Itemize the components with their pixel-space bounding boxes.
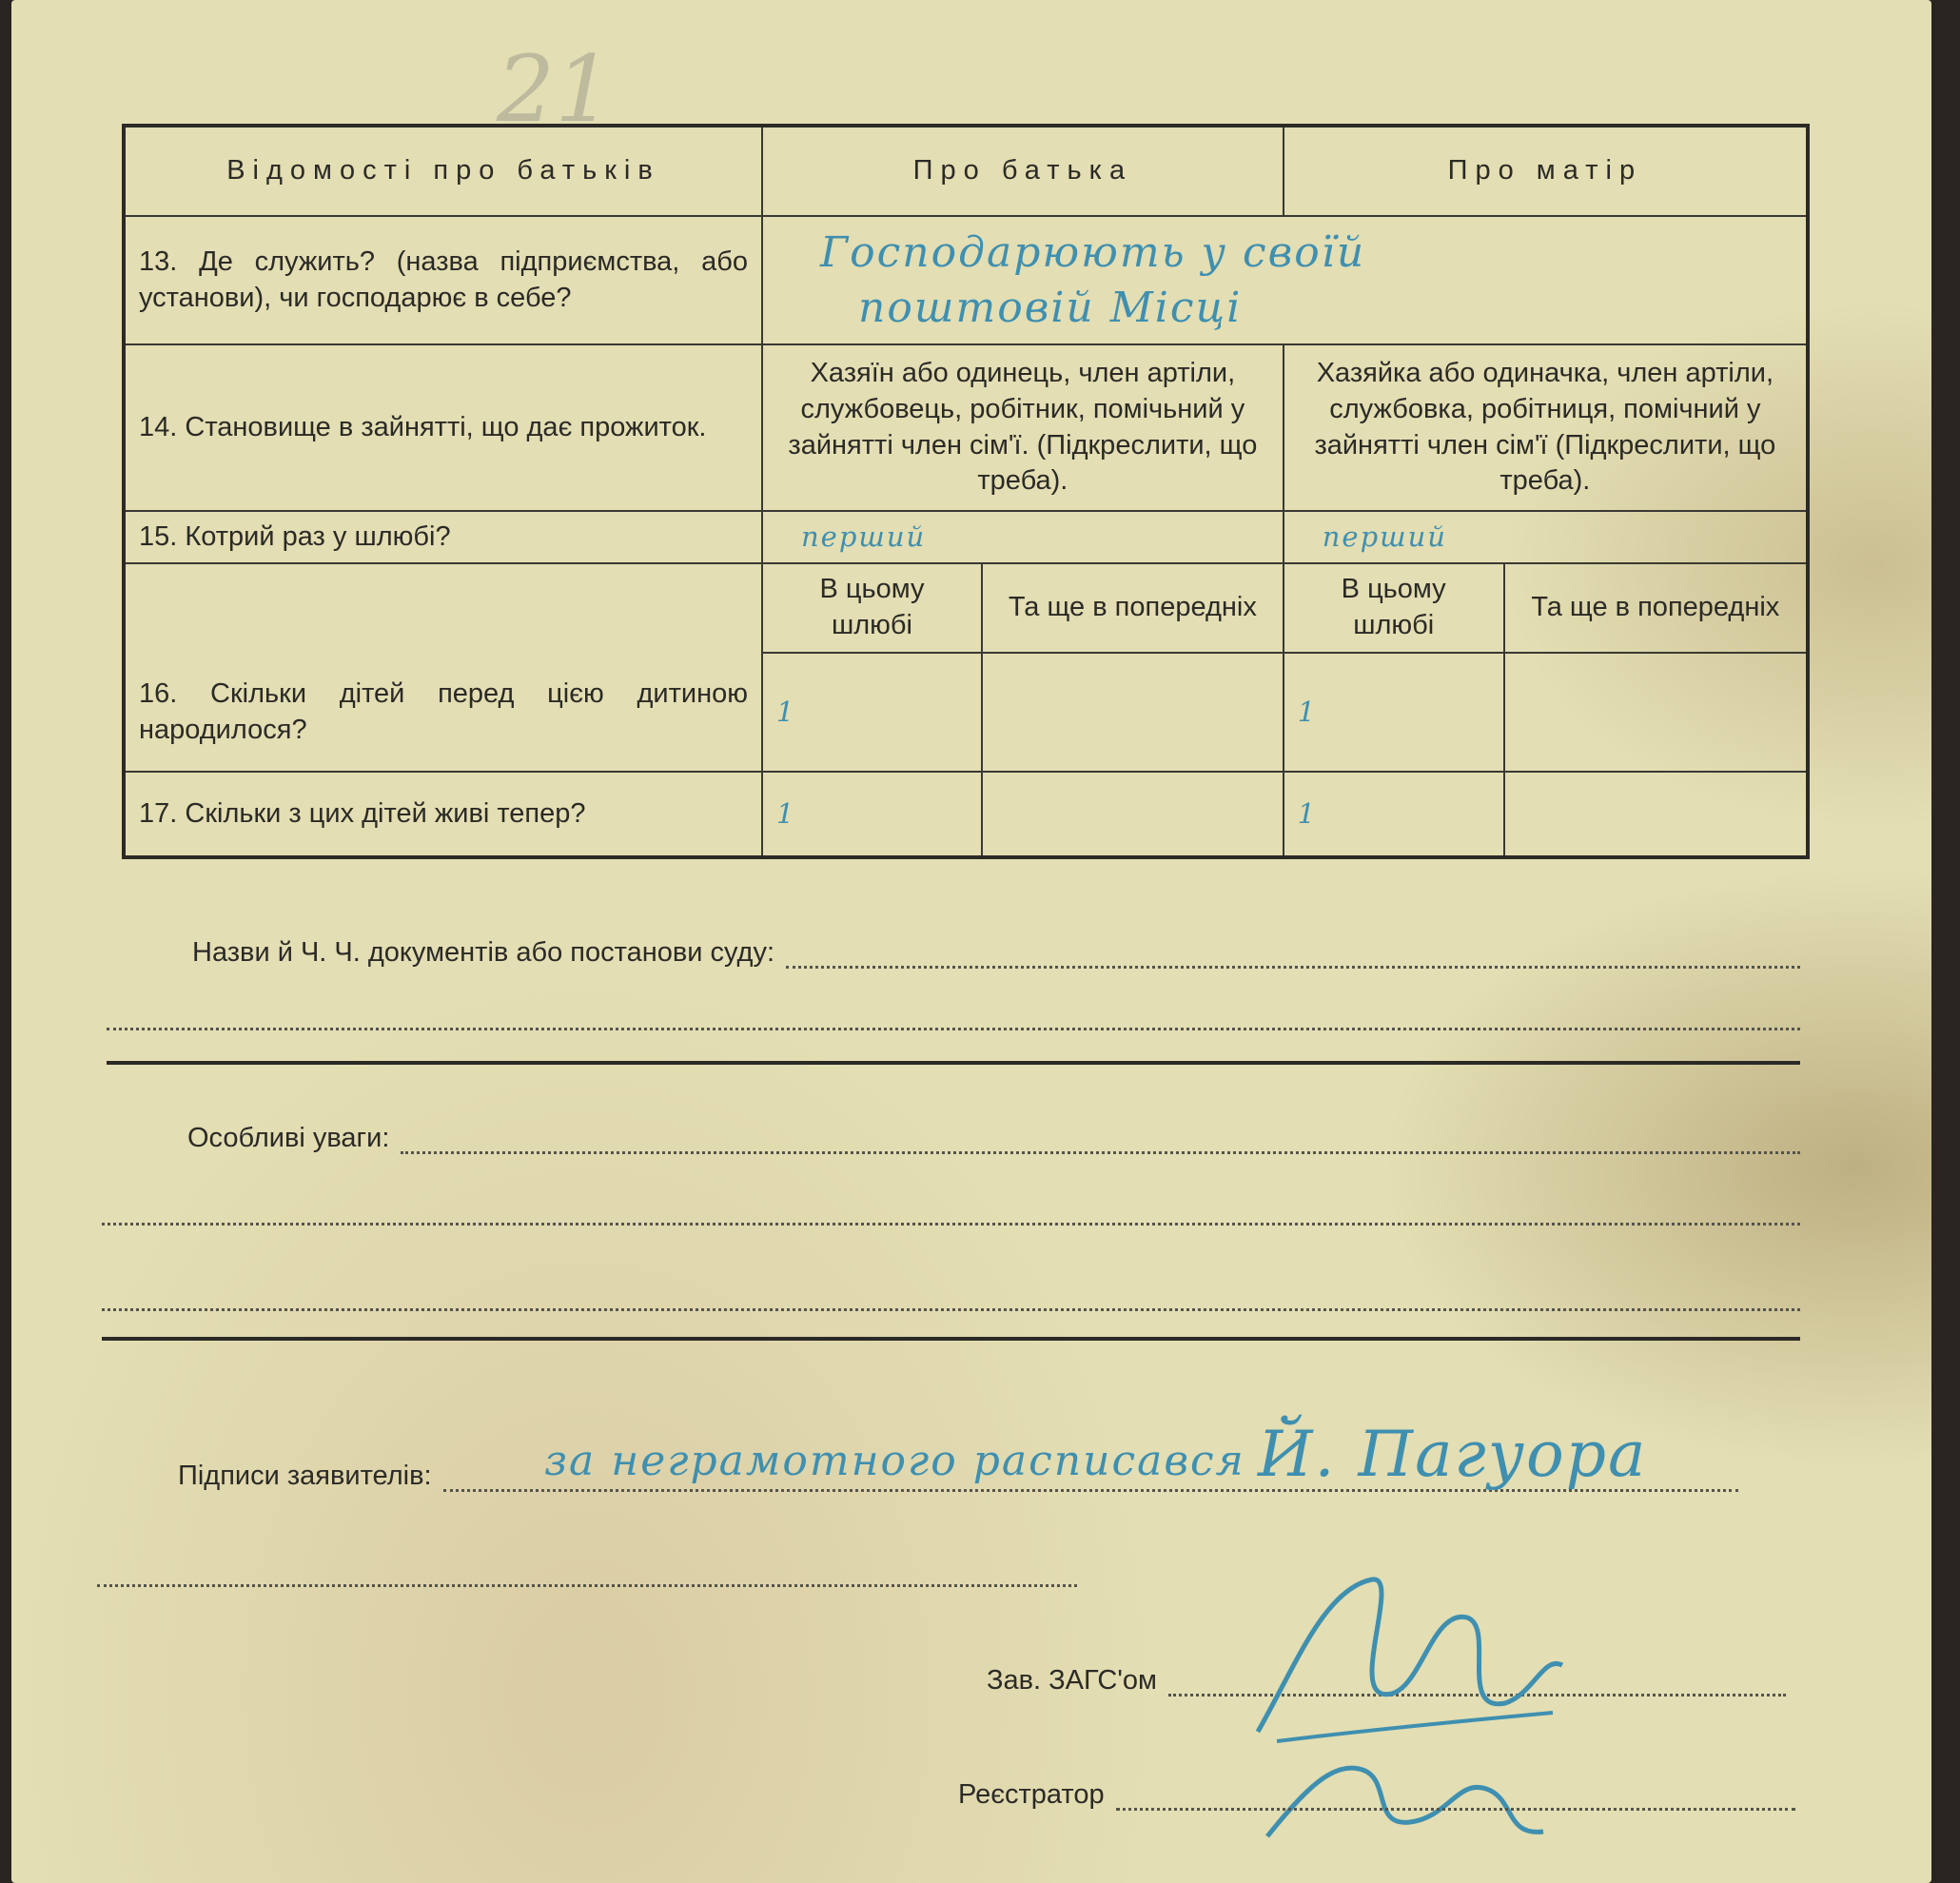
notes-dotted-line <box>401 1123 1800 1154</box>
mother-value-15: перший <box>1284 511 1808 563</box>
signature-name: Й. Пагуора <box>1258 1418 1648 1491</box>
row-14 <box>124 344 1808 511</box>
documents-row <box>192 937 1800 969</box>
document-sheet <box>11 0 1931 1883</box>
row-16-subheader <box>124 563 1808 653</box>
header-about-father: Про батька <box>762 126 1284 216</box>
question-17: 17. Скільки з цих дітей живі тепер? <box>124 772 762 857</box>
signatures-dotted-line-2 <box>97 1584 1077 1587</box>
registrar-label: Реєстратор <box>958 1779 1105 1810</box>
documents-dotted-line <box>786 937 1800 969</box>
registrar-row <box>958 1779 1795 1811</box>
row-13 <box>124 216 1808 344</box>
father-this-17: 1 <box>762 772 982 857</box>
mother-this-16: 1 <box>1284 653 1504 772</box>
answer-13-line2: поштовій Місцi <box>858 283 1243 332</box>
table-header-row <box>124 126 1808 216</box>
father-previous-header: Та ще в попередніх <box>982 563 1284 653</box>
head-signature-scribble <box>1239 1551 1581 1865</box>
father-options-14: Хазяїн або одинець, член артіли, службовець, робітник, помічьний у зайнятті член сім'ї. (Підкреслити, що треба). <box>762 344 1284 511</box>
question-16: 16. Скільки дітей перед цією дитиною народилося? <box>124 563 762 772</box>
question-15: 15. Котрий раз у шлюбі? <box>124 511 762 563</box>
page-number: 21 <box>497 36 614 143</box>
father-prev-17 <box>982 772 1284 857</box>
notes-label: Особливі уваги: <box>187 1123 390 1153</box>
mother-prev-17 <box>1504 772 1808 857</box>
notes-separator <box>102 1337 1800 1341</box>
question-13: 13. Де служить? (назва підприємства, або установи), чи господарює в себе? <box>124 216 762 344</box>
notes-dotted-line-3 <box>102 1308 1800 1311</box>
signatures-handwritten: за неграмотного расписався <box>544 1437 1245 1485</box>
parents-info-table <box>122 124 1810 859</box>
header-parents-info: Відомості про батьків <box>124 126 762 216</box>
mother-previous-header: Та ще в попередніх <box>1504 563 1808 653</box>
signatures-label: Підписи заявителів: <box>178 1461 432 1491</box>
header-about-mother: Про матір <box>1284 126 1808 216</box>
documents-separator <box>107 1061 1800 1065</box>
registrar-dotted-line <box>1116 1779 1795 1811</box>
mother-options-14: Хазяйка або одиначка, член артіли, службовка, робітниця, помічний у зайнятті член сім'ї (Підкреслити, що треба). <box>1284 344 1808 511</box>
notes-row <box>187 1123 1800 1154</box>
father-this-marriage-header: В цьому шлюбі <box>762 563 982 653</box>
answer-13-line1: Господарюють у своїй <box>820 228 1366 278</box>
father-prev-16 <box>982 653 1284 772</box>
father-value-15: перший <box>762 511 1284 563</box>
notes-dotted-line-2 <box>102 1223 1800 1226</box>
head-label: Зав. ЗАГС'ом <box>987 1665 1157 1696</box>
row-17 <box>124 772 1808 857</box>
mother-this-marriage-header: В цьому шлюбі <box>1284 563 1504 653</box>
row-15 <box>124 511 1808 563</box>
documents-label: Назви й Ч. Ч. документів або постанови суду: <box>192 937 775 968</box>
documents-dotted-line-2 <box>107 1028 1800 1030</box>
answer-13 <box>762 216 1808 344</box>
question-14: 14. Становище в зайнятті, що дає прожиток. <box>124 344 762 511</box>
father-this-16: 1 <box>762 653 982 772</box>
mother-this-17: 1 <box>1284 772 1504 857</box>
mother-prev-16 <box>1504 653 1808 772</box>
